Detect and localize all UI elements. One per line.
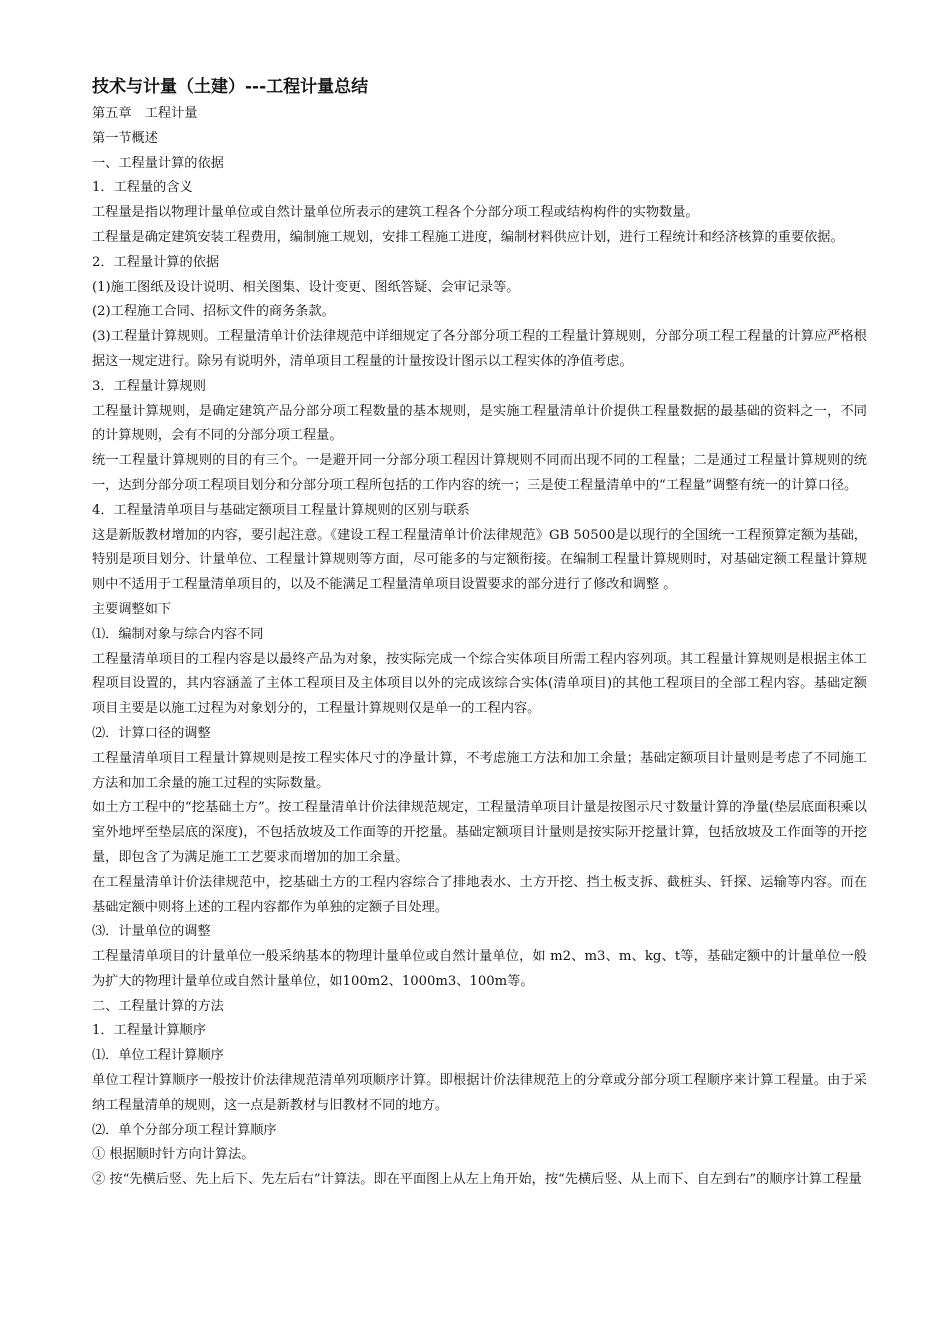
item-heading: 1．工程量计算顺序	[92, 1023, 206, 1039]
item-heading: 3．工程量计算规则	[92, 378, 206, 394]
body-paragraph: 单位工程计算顺序一般按计价法律规范清单列项顺序计算。即根据计价法律规范上的分章或分部分项工程顺序来计算工程量。由于采纳工程量清单的规则，这一点是新教材与旧教材不同的地方。	[92, 1073, 867, 1113]
body-paragraph: 工程量是指以物理计量单位或自然计量单位所表示的建筑工程各个分部分项工程或结构构件的实物数量。	[92, 205, 699, 221]
list-item: (2)工程施工合同、招标文件的商务条款。	[92, 304, 335, 320]
body-paragraph: 工程量是确定建筑安装工程费用，编制施工规划，安排工程施工进度，编制材料供应计划，进行工程统计和经济核算的重要依据。	[92, 229, 844, 245]
list-item: (1)施工图纸及设计说明、相关图集、设计变更、图纸答疑、会审记录等。	[92, 279, 520, 295]
body-paragraph: 在工程量清单计价法律规范中，挖基础土方的工程内容综合了排地表水、土方开挖、挡土板支拆、截桩头、钎探、运输等内容。而在基础定额中则将上述的工程内容都作为单独的定额子目处理。	[92, 874, 867, 915]
body-paragraph: 工程量清单项目的工程内容是以最终产品为对象，按实际完成一个综合实体项目所需工程内容列项。其工程量计算规则是根据主体工程项目设置的，其内容涵盖了主体工程项目及主体项目以外的完成该综合实体(清单项目)的其他工程项目的全部工程内容。基础定额项目主要是以施工过程为对象划分的，工程量计算规则仅是单一的工程内容。	[92, 651, 867, 717]
body-paragraph: 主要调整如下	[92, 601, 172, 617]
body-paragraph: 统一工程量计算规则的目的有三个。一是避开同一分部分项工程因计算规则不同而出现不同的工程量；二是通过工程量计算规则的统一，达到分部分项工程项目划分和分部分项工程所包括的工作内容的统一；三是使工程量清单中的“工程量”调整有统一的计算口径。	[92, 453, 867, 493]
body-paragraph: 这是新版教材增加的内容，要引起注意。《建设工程工程量清单计价法律规范》GB 50500是以现行的全国统一工程预算定额为基础，特别是项目划分、计量单位、工程量计算规则等方面，尽可能多的与定额衔接。在编制工程量计算规则时，对基础定额工程量计算规则中不适用于工程量清单项目的，以及不能满足工程量清单项目设置要求的部分进行了修改和调整 。	[92, 527, 867, 593]
list-item: ① 根据顺时针方向计算法。	[92, 1147, 255, 1163]
item-heading: ⑴．单位工程计算顺序	[92, 1048, 224, 1064]
document-body	[92, 102, 867, 1193]
body-paragraph: 工程量清单项目工程量计算规则是按工程实体尺寸的净量计算，不考虑施工方法和加工余量；基础定额项目计量则是考虑了不同施工方法和加工余量的施工过程的实际数量。	[92, 750, 867, 791]
chapter-heading: 第五章 工程计量	[92, 106, 198, 121]
item-heading: ⑵．计算口径的调整	[92, 725, 211, 741]
subsection-heading: 一、工程量计算的依据	[92, 155, 224, 171]
document-page	[92, 74, 867, 1193]
body-paragraph: 工程量清单项目的计量单位一般采纳基本的物理计量单位或自然计量单位，如 m2、m3、m、kg、t等，基础定额中的计量单位一般为扩大的物理计量单位或自然计量单位，如100m2、1000m3、100m等。	[92, 949, 867, 989]
item-heading: ⑶．计量单位的调整	[92, 924, 211, 940]
subsection-heading: 二、工程量计算的方法	[92, 998, 224, 1014]
list-item: (3)工程量计算规则。工程量清单计价法律规范中详细规定了各分部分项工程的工程量计算规则，分部分项工程工程量的计算应严格根据这一规定进行。除另有说明外，清单项目工程量的计量按设计图示以工程实体的净值考虑。	[92, 329, 867, 369]
body-paragraph: 工程量计算规则，是确定建筑产品分部分项工程数量的基本规则，是实施工程量清单计价提供工程量数据的最基础的资料之一，不同的计算规则，会有不同的分部分项工程量。	[92, 403, 867, 444]
document-title: 技术与计量（土建）---工程计量总结	[92, 77, 369, 97]
item-heading: 4．工程量清单项目与基础定额项目工程量计算规则的区别与联系	[92, 502, 470, 518]
item-heading: ⑴．编制对象与综合内容不同	[92, 626, 264, 642]
list-item: ② 按“先横后竖、先上后下、先左后右”计算法。即在平面图上从左上角开始，按“先横后竖、从上而下、自左到右”的顺序计算工程量	[92, 1172, 862, 1188]
item-heading: 1．工程量的含义	[92, 180, 193, 196]
section-heading: 第一节概述	[92, 130, 158, 146]
body-paragraph: 如土方工程中的“挖基础土方”。按工程量清单计价法律规范规定，工程量清单项目计量是按图示尺寸数量计算的净量(垫层底面积乘以室外地坪至垫层底的深度)，不包括放坡及工作面等的开挖量。基础定额项目计量则是按实际开挖量计算，包括放坡及工作面等的开挖量，即包含了为满足施工工艺要求而增加的加工余量。	[92, 800, 867, 865]
item-heading: ⑵．单个分部分项工程计算顺序	[92, 1122, 277, 1138]
item-heading: 2．工程量计算的依据	[92, 254, 220, 270]
